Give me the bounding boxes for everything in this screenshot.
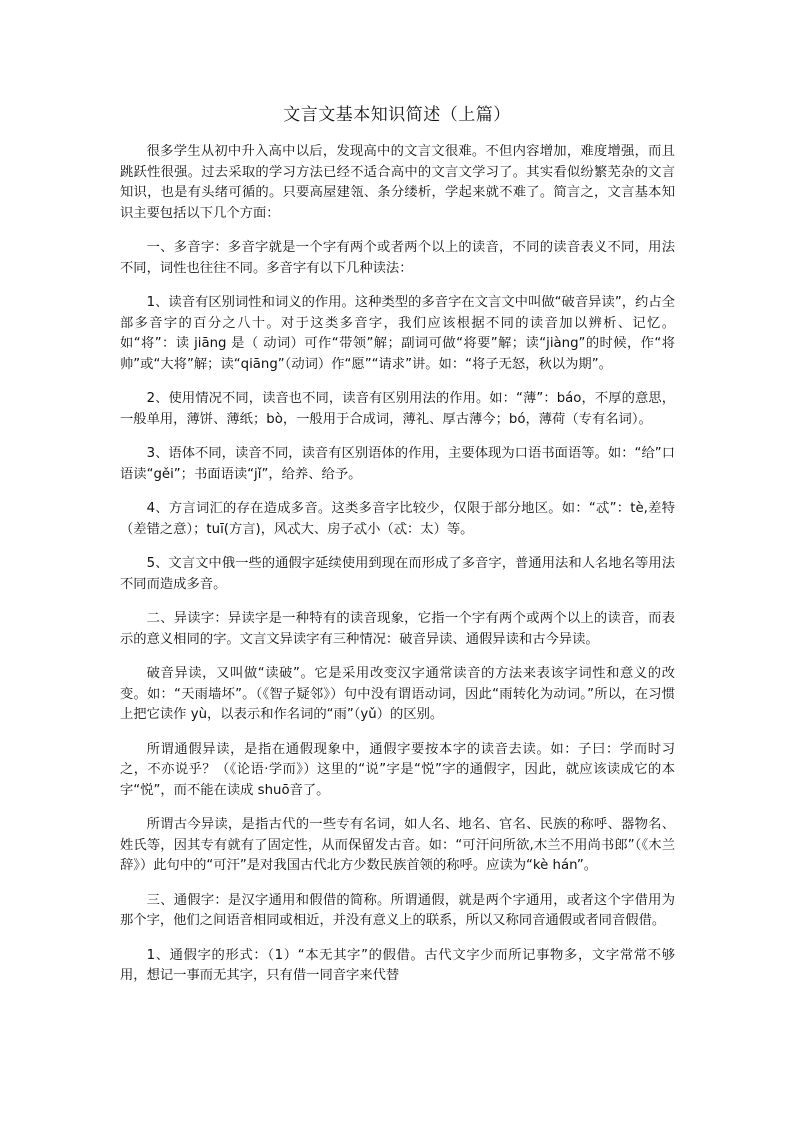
paragraph-broken-reading: 破音异读，又叫做“读破”。它是采用改变汉字通常读音的方法来表该字词性和意义的改变。如：“天雨墙坏”。（《智子疑邻》）句中没有谓语动词，因此“雨转化为动词。”所以，在习惯上把它读作 yù，以表示和作名词的“雨”（yǔ）的区别。	[120, 666, 675, 722]
paragraph-polyphone-item-4: 4、方言词汇的存在造成多音。这类多音字比较少，仅限于部分地区。如：“忒”：tè,差特（差错之意）；tuī(方言)，风忒大、房子忒小（忒：太）等。	[120, 501, 675, 537]
paragraph-intro: 很多学生从初中升入高中以后，发现高中的文言文很难。不但内容增加，难度增强，而且跳跃性很强。过去采取的学习方法已经不适合高中的文言文学习了。其实看似纷繁芜杂的文言知识，也是有头绪可循的。只要高屋建瓴、条分缕析，学起来就不难了。简言之，文言基本知识主要包括以下几个方面：	[120, 144, 675, 221]
paragraph-ancient-reading: 所谓古今异读，是指古代的一些专有名词，如人名、地名、官名、民族的称呼、器物名、姓氏等，因其专有就有了固定性，从而保留发古音。如：“可汗问所欲,木兰不用尚书郎”（《木兰辞》）此句中的“可汗”是对我国古代北方少数民族首领的称呼。应读为“kè hán”。	[120, 817, 675, 873]
paragraph-polyphone-item-1: 1、读音有区别词性和词义的作用。这种类型的多音字在文言文中叫做“破音异读”，约占全部多音字的百分之八十。对于这类多音字，我们应该根据不同的读音加以辨析、记忆。如“将”：读 jiāng 是（ 动词）可作“带领”解；副词可做“将要”解；读“jiàng”的时候，作“将帅”或“大将”解；读“qiāng”（动词）作“愿”“请求”讲。如：“将子无怒，秋以为期”。	[120, 295, 675, 372]
paragraph-polyphone-item-5: 5、文言文中俄一些的通假字延续使用到现在而形成了多音字，普通用法和人名地名等用法不同而造成多音。	[120, 556, 675, 592]
paragraph-polyphone-item-3: 3、语体不同，读音不同，读音有区别语体的作用，主要体现为口语书面语等。如：“给”口语读“gěi”；书面语读“jǐ”，给养、给予。	[120, 446, 675, 482]
document-body	[120, 142, 675, 1001]
paragraph-loan-form-1: 1、通假字的形式：（1）“本无其字”的假借。古代文字少而所记事物多，文字常常不够用，想记一事而无其字，只有借一同音字来代替	[120, 947, 675, 983]
paragraph-section-3-loan-characters: 三、通假字：是汉字通用和假借的简称。所谓通假，就是两个字通用，或者这个字借用为那个字，他们之间语音相同或相近，并没有意义上的联系，所以又称同音通假或者同音假借。	[120, 892, 675, 928]
document-title: 文言文基本知识简述（上篇）	[283, 105, 511, 125]
paragraph-polyphone-item-2: 2、使用情况不同，读音也不同，读音有区别用法的作用。如：“薄”：báo，不厚的意思，一般单用，薄饼、薄纸；bò，一般用于合成词，薄礼、厚古薄今；bó，薄荷（专有名词）。	[120, 391, 675, 427]
paragraph-loan-reading: 所谓通假异读，是指在通假现象中，通假字要按本字的读音去读。如：子曰：学而时习之，不亦说乎？（《论语·学而》）这里的“说”字是“悦”字的通假字，因此，就应该读成它的本字“悦”，而不能在读成 shuō音了。	[120, 741, 675, 798]
paragraph-section-2-variant-readings: 二、异读字：异读字是一种特有的读音现象，它指一个字有两个或两个以上的读音，而表示的意义相同的字。文言文异读字有三种情况：破音异读、通假异读和古今异读。	[120, 611, 675, 647]
paragraph-section-1-polyphones: 一、多音字：多音字就是一个字有两个或者两个以上的读音，不同的读音表义不同，用法不同，词性也往往不同。多音字有以下几种读法：	[120, 240, 675, 276]
